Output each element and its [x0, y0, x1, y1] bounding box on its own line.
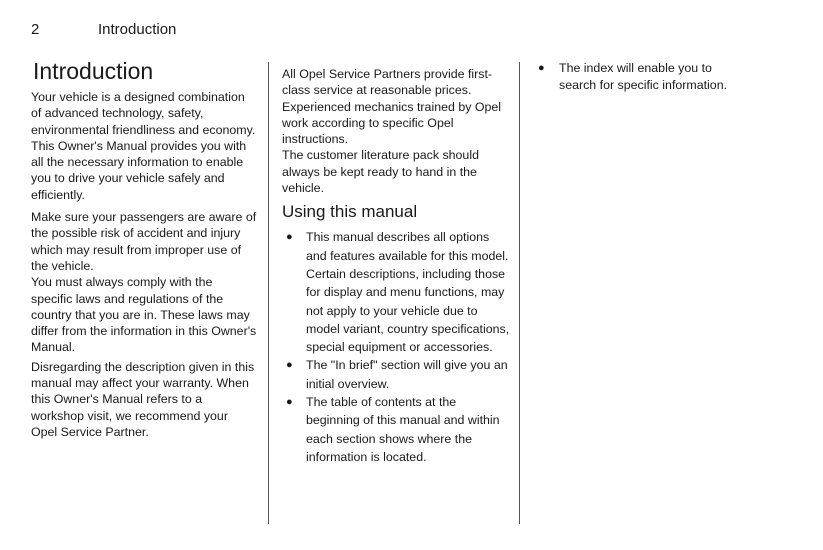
- page-number: 2: [31, 21, 40, 38]
- paragraph: Your vehicle is a designed combination of advanced technology, safety, environmental friendliness and economy.: [31, 90, 256, 137]
- paragraph: Disregarding the description given in this manual may affect your warranty. When this Owner's Manual refers to a workshop visit, we recommend your Opel Service Partner.: [31, 359, 255, 439]
- bullet-list: [282, 228, 510, 466]
- bullet-icon: ●: [286, 359, 293, 372]
- paragraph: Make sure your passengers are aware of the possible risk of accident and injury which may result from improper use of the vehicle.: [31, 210, 257, 273]
- column-3: [538, 60, 738, 94]
- list-item: ● The "In brief" section will give you an initial overview.: [286, 358, 508, 391]
- bullet-list: [538, 60, 738, 94]
- column-divider: [268, 62, 269, 524]
- bullet-icon: ●: [286, 231, 293, 244]
- paragraph: You must always comply with the specific laws and regulations of the country that you are in. These laws may differ from the information in this Owner's Manual.: [31, 275, 257, 355]
- column-1: [31, 58, 257, 440]
- paragraph: All Opel Service Partners provide first-class service at reasonable prices. Experienced mechanics trained by Opel work according to specific Opel instructions.: [282, 67, 502, 147]
- paragraph: This Owner's Manual provides you with all the necessary information to enable you to drive your vehicle safely and efficiently.: [31, 138, 247, 202]
- running-title: Introduction: [98, 21, 177, 38]
- bullet-icon: ●: [538, 62, 545, 74]
- list-item: ● The table of contents at the beginning of this manual and within each section shows where the information is located.: [286, 395, 500, 464]
- column-divider: [519, 62, 520, 524]
- paragraph: The customer literature pack should always be kept ready to hand in the vehicle.: [282, 148, 479, 196]
- subsection-heading: Using this manual: [282, 202, 418, 222]
- list-item: ● The index will enable you to search for specific information.: [538, 61, 728, 92]
- section-heading: Introduction: [33, 58, 154, 84]
- column-2: [282, 66, 510, 466]
- page-header: [31, 21, 791, 41]
- bullet-icon: ●: [286, 396, 293, 409]
- list-item: ● This manual describes all options and features available for this model. Certain descriptions, including those for display and menu functions, may not apply to your vehicle due to model variant, country specifications, special equipment or accessories.: [286, 230, 510, 355]
